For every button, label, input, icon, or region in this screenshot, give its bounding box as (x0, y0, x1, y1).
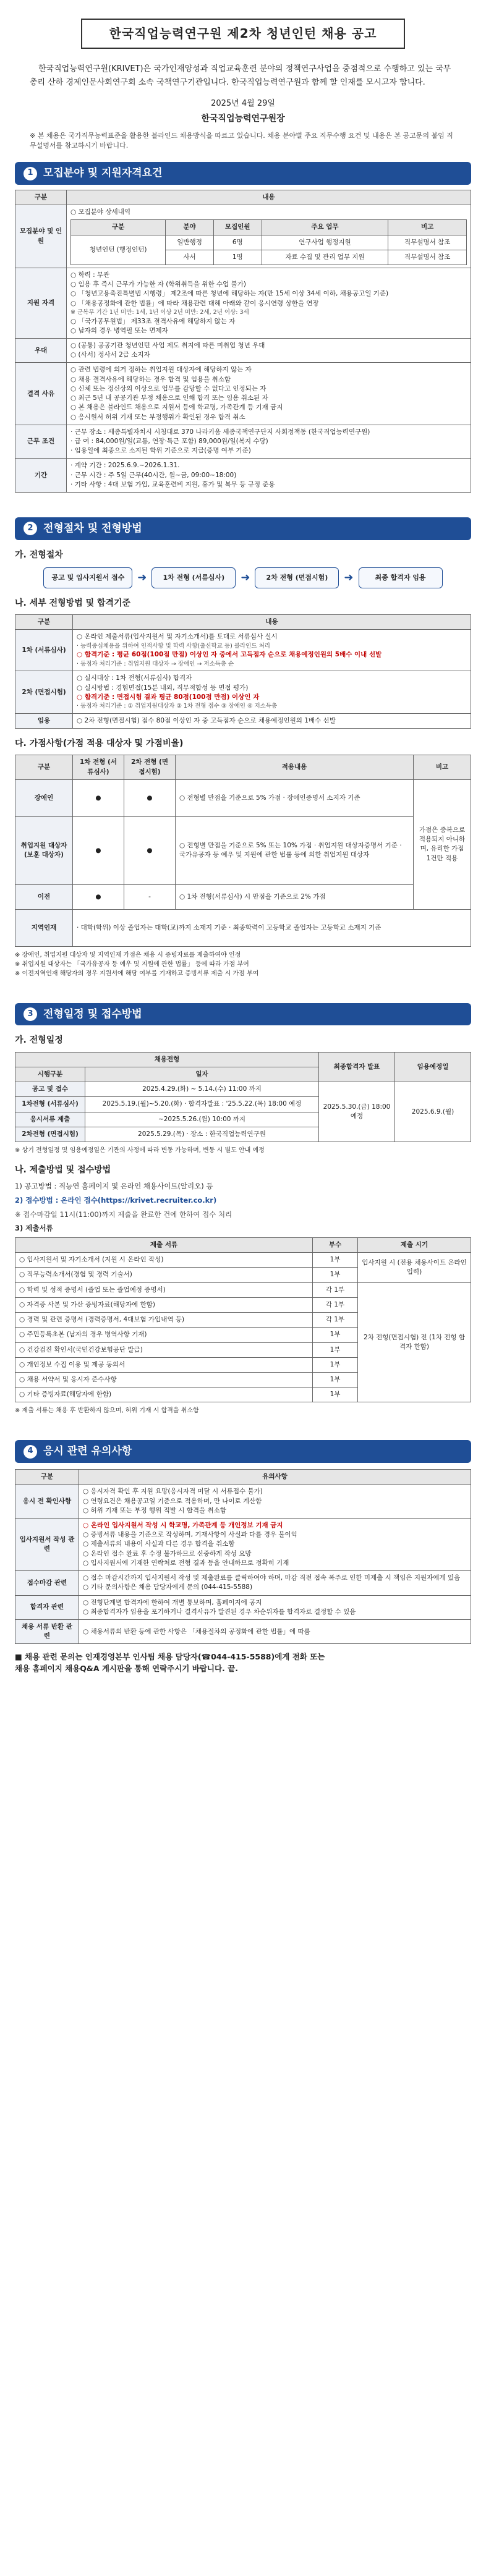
row-content (73, 671, 471, 713)
doc-timing: 입사지원 시 (전용 채용사이트 온라인 입력) (358, 1253, 471, 1282)
row-content (79, 1518, 471, 1570)
subsection-title: 가. 전형일정 (15, 1035, 63, 1046)
col-header: 2차 전형 (면접시험) (124, 755, 176, 779)
doc-name: ○ 주민등록초본 (남자의 경우 병역사항 기재) (15, 1328, 313, 1342)
row-content (67, 363, 471, 425)
section-1-header (15, 162, 471, 185)
row-content (67, 339, 471, 363)
flow-step: 2차 전형 (면접시험) (255, 567, 339, 588)
row-label: 임용 (15, 713, 73, 728)
inner-cell: 1명 (213, 250, 262, 265)
list-item: ○ 실시대상 : 1차 전형(서류심사) 합격자 (77, 674, 192, 682)
list-item: ○ 허위 기재 또는 부정 행위 적발 시 합격을 취소함 (83, 1506, 226, 1514)
inner-cell: 연구사업 행정지원 (262, 235, 388, 250)
col-header: 최종합격자 발표 (319, 1052, 395, 1082)
doc-name: ○ 자격증 사본 및 가산 증빙자료(해당자에 한함) (15, 1297, 313, 1312)
inner-cell: 직무설명서 참조 (388, 235, 467, 250)
online-apply-link[interactable]: 2) 접수방법 : 온라인 접수(https://krivet.recruiter.co.kr) (15, 1196, 217, 1205)
bonus-points-table (15, 755, 471, 946)
method-line: 1) 공고방법 : 직능연 홈페이지 및 온라인 채용사이트(알리오) 등 (15, 1182, 213, 1191)
schedule-note: ※ 상기 전형일정 및 임용예정일은 기관의 사정에 따라 변동 가능하며, 변동 시 별도 안내 예정 (15, 1147, 265, 1155)
selection-method-table (15, 614, 471, 729)
col-header: 제출 시기 (358, 1238, 471, 1253)
col-header: 채용전형 (15, 1052, 319, 1067)
list-item: · 기타 사항 : 4대 보험 가입, 교육훈련비 지원, 휴가 및 복무 등 규정 준용 (70, 480, 275, 488)
doc-name: ○ 입사지원서 및 자기소개서 (지원 시 온라인 작성) (15, 1253, 313, 1268)
inner-group: 청년인턴 (행정인턴) (71, 235, 166, 265)
subsection-title: 나. 세부 전형방법 및 합격기준 (15, 598, 131, 608)
list-item: ○ 합격기준 : 면접시험 결과 평균 80점(100점 만점) 이상인 자 (77, 693, 260, 701)
check-dot: ● (73, 884, 124, 909)
final-announce: 2025.5.30.(금) 18:00 예정 (319, 1082, 395, 1142)
doc-name: ○ 건강검진 확인서(국민건강보험공단 발급) (15, 1342, 313, 1357)
row-label: 취업지원 대상자 (보훈 대상자) (15, 816, 73, 884)
inner-recruit-table (70, 219, 467, 265)
arrow-right-icon: ➜ (241, 570, 250, 584)
list-item: ○ 신체 또는 정신상의 이상으로 업무를 감당할 수 없다고 인정되는 자 (70, 384, 266, 392)
note-line: ※ 취업지원 대상자는 「국가유공자 등 예우 및 지원에 관한 법률」 등에 따라 가점 부여 (15, 960, 249, 968)
docs-note: ※ 제출 서류는 채용 후 반환하지 않으며, 허위 기재 시 합격을 취소함 (15, 1407, 199, 1415)
list-item: · 근무 장소 : 세종특별자치시 시청대로 370 나라키움 세종국책연구단지 사회정책동 (한국직업능력연구원) (70, 428, 370, 436)
section-number: 4 (23, 1445, 37, 1459)
section-3-header (15, 1003, 471, 1026)
recruit-table (15, 190, 471, 493)
flow-step: 최종 합격자 임용 (359, 567, 443, 588)
section-title: 모집분야 및 지원자격요건 (43, 167, 163, 180)
list-item: ○ 실시방법 : 경험면접(15분 내외, 직무적합성 등 면접 평가) (77, 684, 249, 692)
section-4 (15, 1440, 471, 1674)
note-line: ※ 이전지역인재 해당자의 경우 지원서에 해당 여부를 기재하고 증빙서류 제출 시 가점 부여 (15, 970, 259, 977)
inner-header: 비고 (388, 220, 467, 235)
list-item: ○ 관련 법령에 의거 정하는 취업지원 대상자에 해당하지 않는 자 (70, 366, 252, 374)
appoint-date: 2025.6.9.(월) (395, 1082, 471, 1142)
page-title: 한국직업능력연구원 제2차 청년인턴 채용 공고 (81, 19, 405, 49)
documents-table (15, 1237, 471, 1402)
section-title: 응시 관련 유의사항 (43, 1445, 132, 1458)
announcement-date: 2025년 4월 29일 (211, 99, 275, 109)
bonus-notes (15, 951, 471, 978)
method-line: ※ 접수마감일 11시(11:00)까지 제출을 완료한 건에 한하여 접수 처리 (15, 1210, 232, 1219)
section-number: 2 (23, 522, 37, 535)
col-header: 1차 전형 (서류심사) (73, 755, 124, 779)
row-label: 1차전형 (서류심사) (15, 1097, 85, 1112)
list-item: · 급 여 : 84,000원/일(교통, 연장·특근 포함) 89,000원/일(복지 수당) (70, 437, 268, 445)
list-item: ○ 온라인 입사지원서 작성 시 학교명, 가족관계 등 개인정보 기재 금지 (83, 1521, 283, 1529)
col-header: 구분 (15, 615, 73, 630)
arrow-right-icon: ➜ (344, 570, 354, 584)
notice-page (0, 19, 486, 2576)
list-item: ○ 임용 후 즉시 근무가 가능한 자 (학위취득을 위한 수업 불가) (70, 281, 247, 289)
check-dot: ● (124, 816, 176, 884)
row-content (79, 1595, 471, 1619)
section-2-header (15, 517, 471, 540)
intro-paragraph: 한국직업능력연구원(KRIVET)은 국가인재양성과 직업교육훈련 분야의 정책연구사업을 중점적으로 수행하고 있는 국무총리 산하 경제인문사회연구회 소속 국책연구기관입니다. 한국직업능력연구원과 함께 할 인재를 모시고자 합니다. (30, 64, 451, 88)
blind-notice: ※ 본 채용은 국가직무능력표준을 활용한 블라인드 채용방식을 따르고 있습니다. 채용 분야별 주요 직무수행 요건 및 내용은 본 공고문의 붙임 직무설명서를 참고하시기 바랍니다. (30, 132, 453, 150)
footer-line: 채용 홈페이지 채용Q&A 게시판을 통해 연락주시기 바랍니다. 끝. (15, 1663, 238, 1673)
schedule-table (15, 1052, 471, 1142)
doc-count: 1부 (313, 1328, 358, 1342)
row-content: ○ 전형별 만점을 기준으로 5% 가점 · 장애인증명서 소지자 기준 (176, 779, 414, 816)
list-item: · 동점자 처리기준 : ① 취업지원대상자 ② 1차 전형 점수 ③ 장애인 ④ 저소득층 (77, 703, 278, 710)
doc-name: ○ 개인정보 수집 이용 및 제공 동의서 (15, 1357, 313, 1372)
col-header: 시행구분 (15, 1067, 85, 1082)
section-title: 전형일정 및 접수방법 (43, 1007, 142, 1020)
inner-cell: 사서 (166, 250, 214, 265)
row-label: 근무 조건 (15, 425, 67, 459)
bonus-remark: 가점은 중복으로 적용되지 아니하며, 유리한 가점 1건만 적용 (414, 779, 471, 909)
row-label: 응시서류 제출 (15, 1112, 85, 1127)
section-title: 전형절차 및 전형방법 (43, 522, 142, 535)
list-item: · 능력중심채용을 위하여 인적사항 및 학력 사항(출신학교 등) 블라인드 처리 (77, 642, 270, 650)
subsection-title: 가. 전형절차 (15, 549, 63, 560)
row-content (79, 1485, 471, 1519)
doc-count: 1부 (313, 1253, 358, 1268)
section-2 (15, 517, 471, 978)
method-line: 3) 제출서류 (15, 1224, 53, 1233)
col-header: 구분 (15, 190, 67, 205)
doc-name: ○ 학력 및 성적 증명서 (졸업 또는 졸업예정 증명서) (15, 1282, 313, 1297)
process-flow (15, 567, 471, 588)
list-item: · 임용일에 최종으로 소지된 학위 기준으로 지급(증명 여부 기준) (70, 447, 251, 455)
col-header: 비고 (414, 755, 471, 779)
row-content: 2025.4.29.(화) ~ 5.14.(수) 11:00 까지 (85, 1082, 319, 1097)
inner-header: 모집인원 (213, 220, 262, 235)
list-item: ○ 합격기준 : 평균 60점(100점 만점) 이상인 자 중에서 고득점자 순으로 채용예정인원의 5배수 이내 선발 (77, 651, 382, 659)
section-number: 1 (23, 167, 37, 180)
row-label: 응시 전 확인사항 (15, 1485, 79, 1519)
row-label: 2차 (면접시험) (15, 671, 73, 713)
list-item: ○ 본 채용은 블라인드 채용으로 지원서 등에 학교명, 가족관계 등 기재 금지 (70, 404, 283, 412)
list-item: ○ 제출서류의 내용이 사실과 다른 경우 합격을 취소함 (83, 1540, 235, 1548)
small-note: ※ 군복무 기간 1년 미만: 1세, 1년 이상 2년 미만: 2세, 2년 이상: 3세 (70, 308, 249, 316)
contact-footer (15, 1651, 471, 1674)
list-item: ○ 온라인 접수 완료 후 수정 불가하므로 신중하게 작성 요망 (83, 1549, 252, 1557)
list-item: · 근무 시간 : 주 5일 근무(40시간, 월~금, 09:00~18:00) (70, 471, 237, 479)
section-1 (15, 162, 471, 493)
method-line (15, 1195, 471, 1206)
check-dot: ● (73, 779, 124, 816)
row-content (73, 630, 471, 671)
list-item: ○ 최근 5년 내 공공기관 부정 채용으로 인해 합격 또는 임용 취소된 자 (70, 394, 268, 402)
list-item: ○ 채용서류의 반환 등에 관한 사항은 「채용절차의 공정화에 관한 법률」에 따름 (83, 1627, 310, 1635)
doc-name: ○ 직무능력소개서(경험 및 경력 기술서) (15, 1268, 313, 1282)
col-header: 부수 (313, 1238, 358, 1253)
row-label: 1차 (서류심사) (15, 630, 73, 671)
doc-count: 각 1부 (313, 1313, 358, 1328)
row-content (67, 425, 471, 459)
doc-timing: 2차 전형(면접시험) 전 (1차 전형 합격자 한함) (358, 1282, 471, 1402)
note-line: ※ 장애인, 취업지원 대상자 및 지역인재 가점은 채용 시 증빙자료를 제출하여야 인정 (15, 951, 241, 959)
subsection-title: 다. 가점사항(가점 적용 대상자 및 가점비율) (15, 739, 184, 749)
doc-count: 1부 (313, 1388, 358, 1402)
doc-name: ○ 기타 증빙자료(해당자에 한함) (15, 1388, 313, 1402)
section-3 (15, 1003, 471, 1416)
inner-header: 분야 (166, 220, 214, 235)
list-item: ○ 연령요건은 채용공고일 기준으로 적용하며, 만 나이로 계산함 (83, 1497, 262, 1505)
col-header: 일자 (85, 1067, 319, 1082)
flow-step: 공고 및 입사지원서 접수 (43, 567, 132, 588)
col-header: 내용 (73, 615, 471, 630)
row-label: 2차전형 (면접시험) (15, 1127, 85, 1142)
col-header: 구분 (15, 1470, 79, 1485)
row-content (79, 1619, 471, 1643)
list-item: ○ 온라인 제출서류(입사지원서 및 자기소개서)를 토대로 서류심사 실시 (77, 633, 278, 641)
row-content: ○ 전형별 만점을 기준으로 5% 또는 10% 가점 · 취업지원 대상자증명서 기준 · 국가유공자 등 예우 및 지원에 관한 법률 등에 의한 취업지원 대상자 (176, 816, 414, 884)
row-label: 결격 사유 (15, 363, 67, 425)
row-label: 지역인재 (15, 909, 73, 946)
list-item: ○ (공통) 공공기관 청년인턴 사업 제도 취지에 따른 미취업 청년 우대 (70, 342, 265, 350)
col-header: 내용 (67, 190, 471, 205)
list-item: · 동점자 처리기준 : 취업지원 대상자 → 장애인 → 저소득층 순 (77, 660, 234, 667)
subsection-title: 나. 제출방법 및 접수방법 (15, 1165, 111, 1176)
row-label: 채용 서류 반환 관련 (15, 1619, 79, 1643)
list-item: ○ 남자의 경우 병역필 또는 면제자 (70, 326, 168, 334)
row-content (67, 268, 471, 338)
list-item: ○ 채용 결격사유에 해당하는 경우 합격 및 임용을 취소함 (70, 375, 231, 383)
list-item: ○ 최종합격자가 임용을 포기하거나 결격사유가 발견된 경우 차순위자를 합격자로 결정할 수 있음 (83, 1608, 356, 1616)
list-item: ○ (사서) 정사서 2급 소지자 (70, 351, 150, 359)
row-label: 합격자 관련 (15, 1595, 79, 1619)
list-item: ○ 2차 전형(면접시험) 점수 80점 이상인 자 중 고득점자 순으로 채용예정인원의 1배수 선발 (77, 716, 336, 724)
list-item: ○ 접수 마감시간까지 입사지원서 작성 및 제출완료를 클릭하여야 하며, 마감 직전 접속 폭주로 인한 미제출 시 책임은 지원자에게 있음 (83, 1574, 461, 1582)
row-label: 기간 (15, 459, 67, 493)
doc-count: 1부 (313, 1373, 358, 1388)
bullet: ○ 모집분야 상세내역 (70, 208, 130, 216)
check-dot: ● (124, 779, 176, 816)
section-4-header (15, 1440, 471, 1463)
list-item: ○ 전형단계별 합격자에 한하여 개별 통보하며, 홈페이지에 공지 (83, 1598, 262, 1606)
row-content: ○ 1차 전형(서류심사) 시 만점을 기준으로 2% 가점 (176, 884, 414, 909)
flow-step: 1차 전형 (서류심사) (151, 567, 236, 588)
list-item: ○ 입사지원서에 기재한 연락처로 전형 결과 등을 안내하므로 정확히 기재 (83, 1559, 289, 1567)
caution-table (15, 1469, 471, 1644)
doc-name: ○ 경력 및 관련 증명서 (경력증명서, 4대보험 가입내역 등) (15, 1313, 313, 1328)
row-content: 2025.5.19.(월)~5.20.(화) · 합격자발표 : '25.5.22.(목) 18:00 예정 (85, 1097, 319, 1112)
list-item: ○ 「채용공정화에 관한 법률」에 따라 채용관련 대해 아래와 같이 응시연령 상한을 연장 (70, 299, 319, 307)
list-item: ○ 응시원서 허위 기재 또는 부정행위가 확인된 경우 합격 취소 (70, 413, 245, 421)
col-header: 제출 서류 (15, 1238, 313, 1253)
row-content (67, 459, 471, 493)
list-item: · 계약 기간 : 2025.6.9.~2026.1.31. (70, 462, 180, 470)
inner-header: 주요 업무 (262, 220, 388, 235)
inner-header: 구분 (71, 220, 166, 235)
col-header: 유의사항 (79, 1470, 471, 1485)
list-item: ○ 「청년고용촉진특별법 시행령」 제2조에 따른 청년에 해당하는 자(만 15세 이상 34세 이하, 채용공고일 기준) (70, 290, 389, 298)
doc-count: 각 1부 (313, 1297, 358, 1312)
row-content (73, 713, 471, 728)
check-dot: ● (73, 816, 124, 884)
row-content: · 대학(학위) 이상 졸업자는 대학(교)까지 소재지 기준 · 최종학력이 고등학교 졸업자는 고등학교 소재지 기준 (73, 909, 471, 946)
col-header: 임용예정일 (395, 1052, 471, 1082)
row-label: 공고 및 접수 (15, 1082, 85, 1097)
list-item: ○ 학력 : 무관 (70, 271, 110, 279)
signer: 한국직업능력연구원장 (201, 114, 285, 124)
doc-count: 1부 (313, 1342, 358, 1357)
row-content: ~2025.5.26.(월) 10:00 까지 (85, 1112, 319, 1127)
doc-count: 1부 (313, 1268, 358, 1282)
doc-name: ○ 채용 서약서 및 응시자 준수사항 (15, 1373, 313, 1388)
list-item: ○ 기타 문의사항은 채용 담당자에게 문의 (044-415-5588) (83, 1583, 253, 1591)
inner-cell: 자료 수집 및 관리 업무 지원 (262, 250, 388, 265)
row-label: 이전 (15, 884, 73, 909)
row-content (67, 205, 471, 268)
list-item: ○ 증빙서류 내용을 기준으로 작성하며, 기재사항이 사실과 다를 경우 불이익 (83, 1531, 297, 1539)
section-number: 3 (23, 1007, 37, 1021)
check-dot: - (124, 884, 176, 909)
doc-count: 각 1부 (313, 1282, 358, 1297)
doc-count: 1부 (313, 1357, 358, 1372)
row-label: 우대 (15, 339, 67, 363)
inner-cell: 일반행정 (166, 235, 214, 250)
list-item: ○ 「국가공무원법」 제33조 결격사유에 해당하지 않는 자 (70, 317, 236, 325)
arrow-right-icon: ➜ (137, 570, 147, 584)
col-header: 적용내용 (176, 755, 414, 779)
col-header: 구분 (15, 755, 73, 779)
row-content: 2025.5.29.(목) · 장소 : 한국직업능력연구원 (85, 1127, 319, 1142)
row-label: 접수마감 관련 (15, 1571, 79, 1595)
inner-cell: 6명 (213, 235, 262, 250)
list-item: ○ 응시자격 확인 후 지원 요망(응시자격 미달 시 서류접수 불가) (83, 1488, 263, 1496)
row-label: 모집분야 및 인원 (15, 205, 67, 268)
inner-cell: 직무설명서 참조 (388, 250, 467, 265)
row-content (79, 1571, 471, 1595)
footer-line: ■ 채용 관련 문의는 인재경영본부 인사팀 채용 담당자(☎044-415-5588)에게 전화 또는 (15, 1652, 325, 1662)
row-label: 장애인 (15, 779, 73, 816)
row-label: 입사지원서 작성 관련 (15, 1518, 79, 1570)
row-label: 지원 자격 (15, 268, 67, 338)
